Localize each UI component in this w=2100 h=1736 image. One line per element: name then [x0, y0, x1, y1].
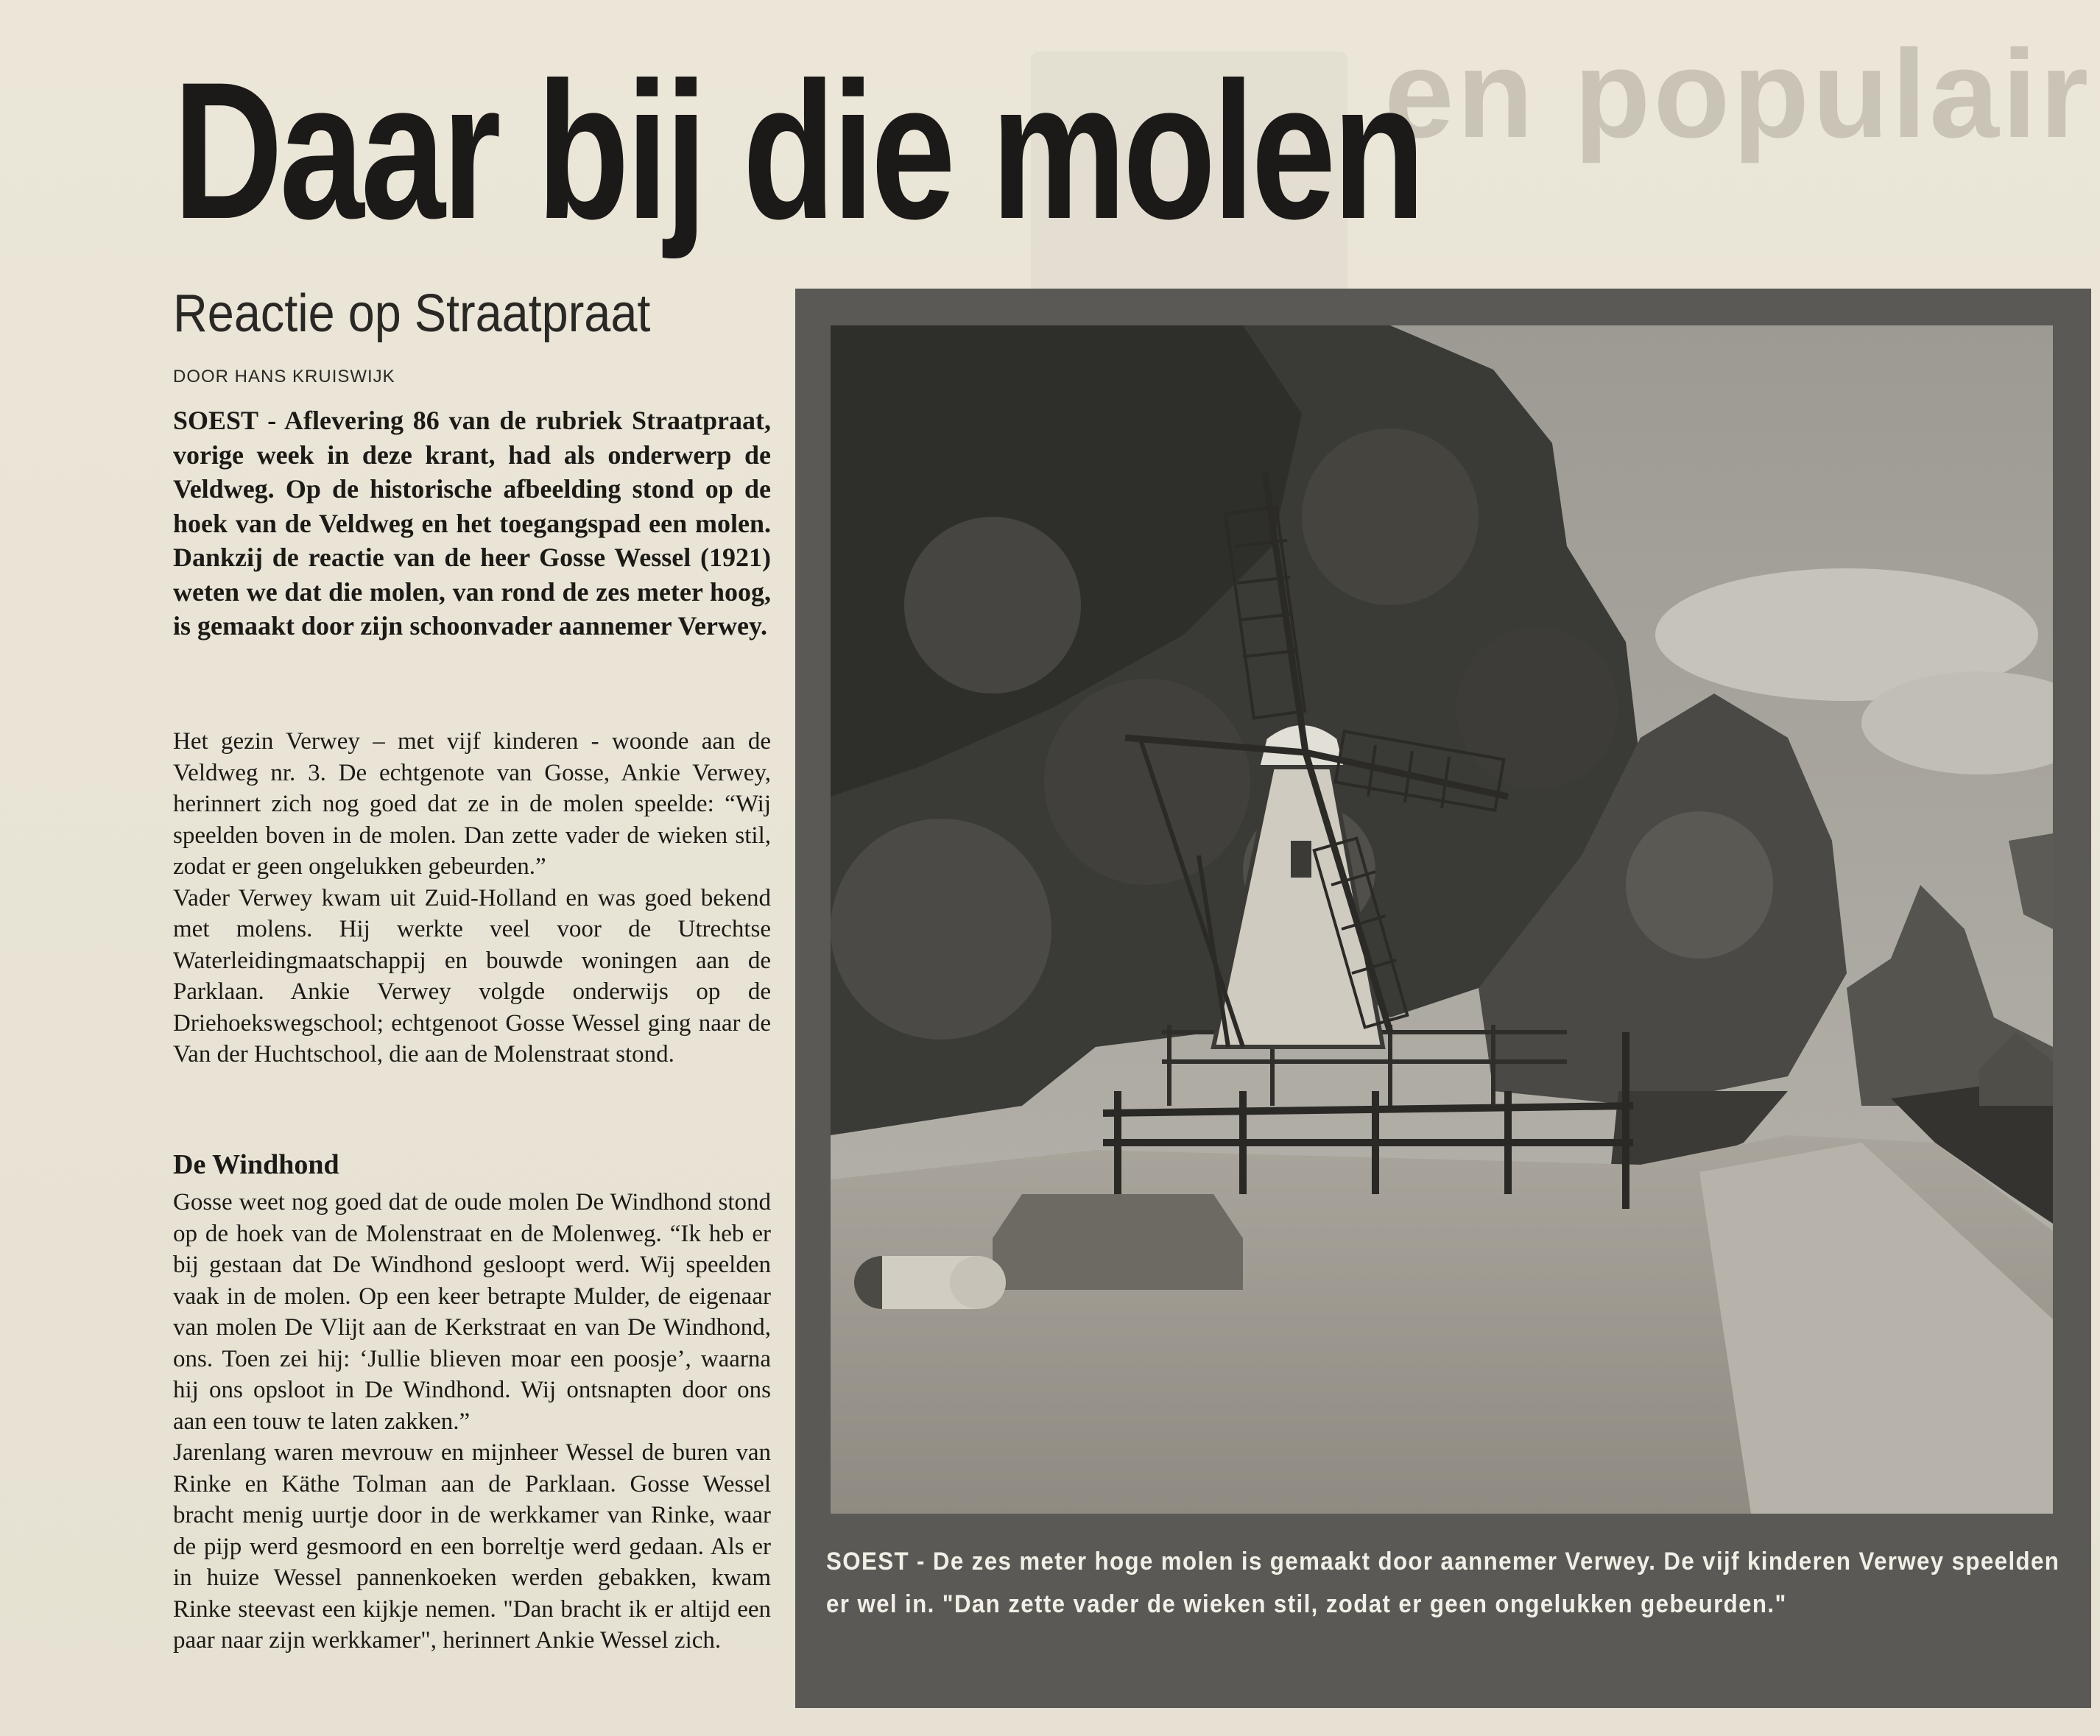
body-section-1 — [173, 726, 771, 1070]
body-section-2 — [173, 1187, 771, 1656]
body-paragraph: Jarenlang waren mevrouw en mijnheer Wessel de buren van Rinke en Käthe Tolman aan de Parklaan. Gosse Wessel bracht menig uurtje door in de werkkamer van Rinke, waar de pijp werd gesmoord en een borreltje werd gedaan. Als er in huize Wessel pannenkoeken werden gebakken, kwam Rinke steevast een kijkje nemen. "Dan bracht ik er altijd een paar naar zijn werkkamer", herinnert Ankie Wessel zich. — [173, 1439, 771, 1654]
headline: Daar bij die molen — [173, 42, 1423, 260]
photo-frame — [795, 289, 2091, 1708]
body-paragraph: Vader Verwey kwam uit Zuid-Holland en was goed bekend met molens. Hij werkte veel voor de Utrechtse Waterleidingmaatschappij en bouwde woningen aan de Parklaan. Ankie Verwey volgde onderwijs op de Driehoekswegschool; echtgenoot Gosse Wessel ging naar de Van der Huchtschool, die aan de Molenstraat stond. — [173, 884, 771, 1068]
neighbor-article-fragment: en populair — [1384, 24, 2091, 164]
byline: DOOR HANS KRUISWIJK — [173, 367, 395, 387]
lead-paragraph — [173, 403, 771, 643]
crosshead: De Windhond — [173, 1149, 339, 1180]
lead-text: SOEST - Aflevering 86 van de rubriek Straatpraat, vorige week in deze krant, had als onderwerp de Veldweg. Op de historische afbeelding stond op de hoek van de Veldweg en het toegangspad een molen. Dankzij de reactie van de heer Gosse Wessel (1921) weten we dat die molen, van rond de zes meter hoog, is gemaakt door zijn schoonvader aannemer Verwey. — [173, 406, 771, 641]
body-paragraph: Het gezin Verwey – met vijf kinderen - woonde aan de Veldweg nr. 3. De echtgenote van Gosse, Ankie Verwey, herinnert zich nog goed dat ze in de molen speelde: “Wij speelden boven in de molen. Dan zette vader de wieken stil, zodat er geen ongelukken gebeurden.” — [173, 728, 771, 880]
windmill-illustration — [831, 325, 2053, 1514]
subheadline: Reactie op Straatpraat — [173, 284, 651, 343]
body-paragraph: Gosse weet nog goed dat de oude molen De Windhond stond op de hoek van de Molenstraat en de Molenweg. “Ik heb er bij gestaan dat De Windhond gesloopt werd. Wij speelden vaak in de molen. Op een keer betrapte Mulder, de eigenaar van molen De Vlijt aan de Kerkstraat en van De Windhond, ons. Toen zei hij: ‘Jullie blieven moar een poosje’, waarna hij ons opsloot in De Windhond. Wij ontsnapten door ons aan een touw te laten zakken.” — [173, 1189, 771, 1435]
photo-caption: SOEST - De zes meter hoge molen is gemaakt door aannemer Verwey. De vijf kinderen Verwey speelden er wel in. "Dan zette vader de wieken stil, zodat er geen ongelukken gebeurden." — [826, 1548, 2060, 1618]
windmill-photo — [831, 325, 2053, 1514]
